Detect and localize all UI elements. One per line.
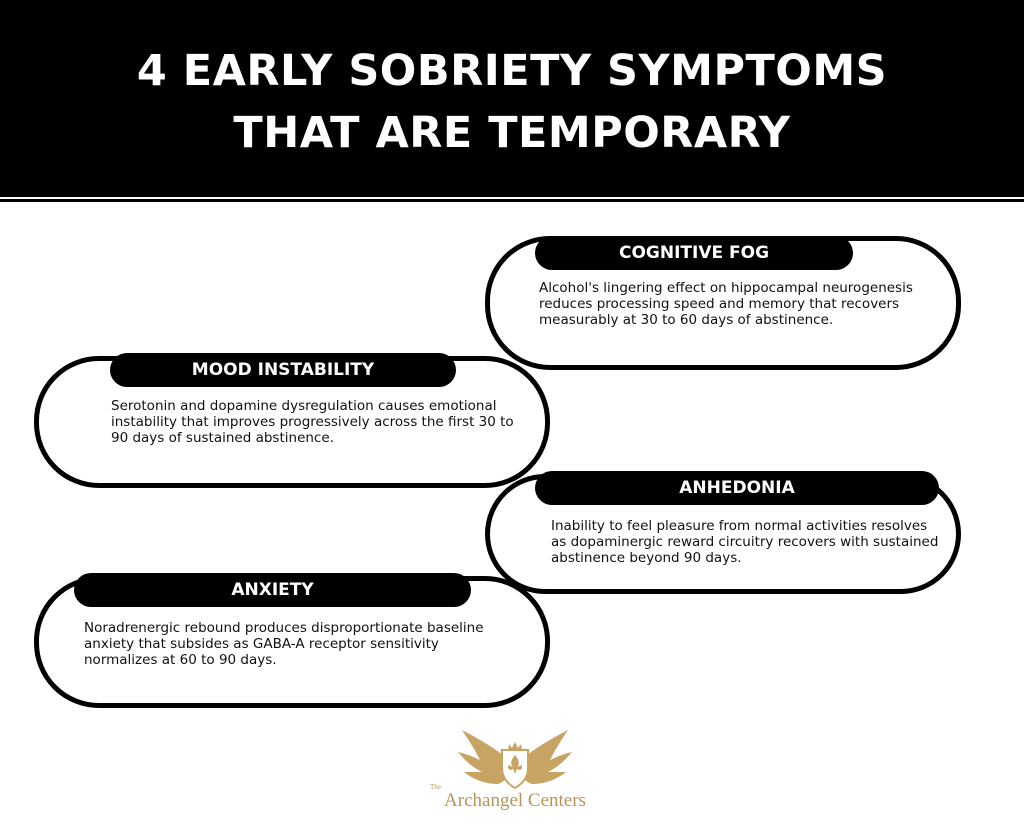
symptom-description-anhedonia: Inability to feel pleasure from normal activities resolves as dopaminergic reward circuitry recovers with sustained abstinence beyond 90 days. xyxy=(551,518,939,566)
page-title-line-2: THAT ARE TEMPORARY xyxy=(233,108,791,158)
symptom-title-anhedonia: ANHEDONIA xyxy=(535,471,939,505)
symptom-title-anxiety: ANXIETY xyxy=(74,573,471,607)
logo-prefix: The xyxy=(430,783,441,791)
logo-wordmark: Archangel Centers xyxy=(444,790,586,811)
page-title xyxy=(0,40,1024,164)
page-title-line-1: 4 EARLY SOBRIETY SYMPTOMS xyxy=(136,46,888,96)
symptom-description-cognitive-fog: Alcohol's lingering effect on hippocampal neurogenesis reduces processing speed and memory that recovers measurably at 30 to 60 days of abstinence. xyxy=(539,280,913,328)
symptom-description-anxiety: Noradrenergic rebound produces disproportionate baseline anxiety that subsides as GABA-A receptor sensitivity normalizes at 60 to 90 days. xyxy=(84,620,484,668)
symptom-title-cognitive-fog: COGNITIVE FOG xyxy=(535,236,853,270)
symptom-title-mood-instability: MOOD INSTABILITY xyxy=(110,353,456,387)
header-banner xyxy=(0,0,1024,197)
header-divider xyxy=(0,199,1024,202)
symptom-description-mood-instability: Serotonin and dopamine dysregulation causes emotional instability that improves progressively across the first 30 to 90 days of sustained abstinence. xyxy=(111,398,514,446)
